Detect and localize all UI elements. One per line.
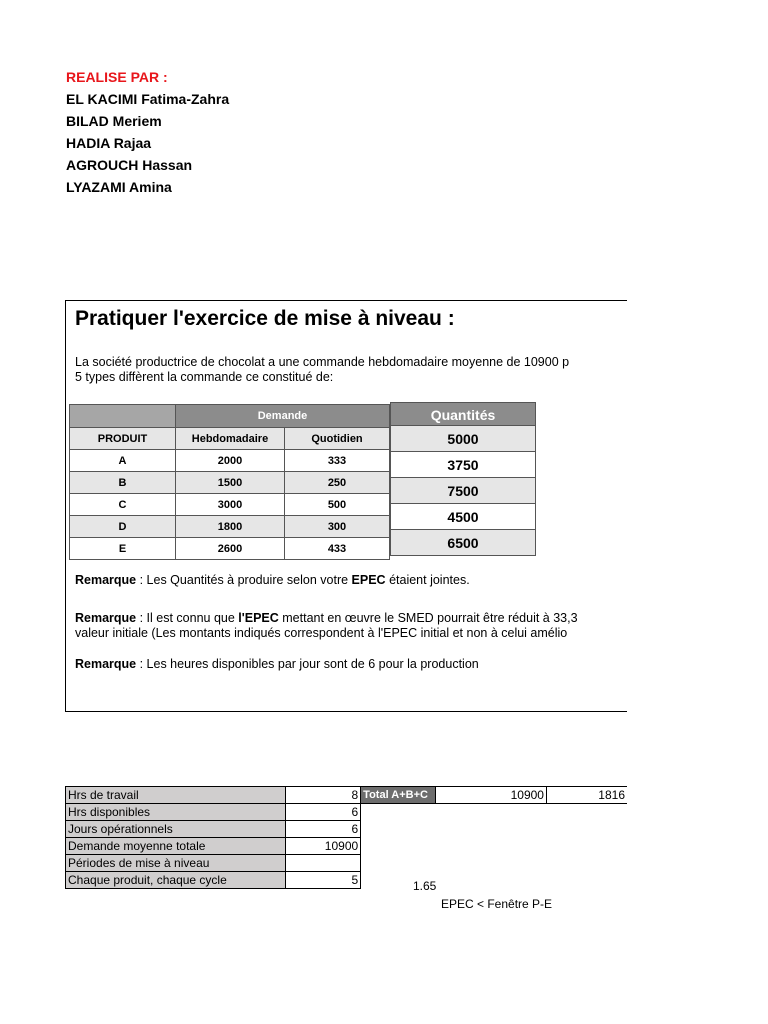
cell-produit: D [70, 516, 176, 538]
col-header-hebdomadaire: Hebdomadaire [176, 428, 285, 450]
col-header-produit: PRODUIT [70, 428, 176, 450]
author-name: HADIA Rajaa [66, 135, 152, 151]
cell-produit: E [70, 538, 176, 560]
calc-table [65, 786, 627, 889]
epec-note: EPEC < Fenêtre P-E [441, 897, 553, 911]
exercise-title: Pratiquer l'exercice de mise à niveau : [75, 307, 455, 330]
cell-quot: 300 [285, 516, 390, 538]
remark-text: : Les Quantités à produire selon votre [136, 573, 352, 587]
intro-line: 5 types diffèrent la commande ce constitué de: [75, 370, 334, 384]
total-value: 10900 [435, 787, 546, 804]
cell-quot: 433 [285, 538, 390, 560]
cell-hebdo: 1500 [176, 472, 285, 494]
cell-quot: 500 [285, 494, 390, 516]
remark-text: valeur initiale (Les montants indiqués correspondent à l'EPEC initial et non à celui amélio [75, 626, 568, 640]
cell-produit: A [70, 450, 176, 472]
table-row [66, 821, 628, 838]
authors-heading: REALISE PAR : [66, 69, 168, 85]
table-row [66, 872, 628, 889]
calc-value: 5 [285, 872, 360, 889]
remark-text: : Il est connu que [136, 611, 239, 625]
total-value-2: 1816 [546, 787, 627, 804]
calc-label: Jours opérationnels [66, 821, 286, 838]
intro-line: La société productrice de chocolat a une commande hebdomadaire moyenne de 10900 p [75, 355, 570, 369]
calc-label: Périodes de mise à niveau [66, 855, 286, 872]
remark-label: Remarque [75, 611, 137, 625]
remark-text: mettant en œuvre le SMED pourrait être réduit à 33,3 [278, 611, 578, 625]
demand-group-header: Demande [176, 405, 390, 428]
cell-quot: 250 [285, 472, 390, 494]
quantity-cell: 4500 [390, 504, 536, 530]
quantity-cell: 6500 [390, 530, 536, 556]
quantities-header: Quantités [390, 402, 536, 426]
remark-label: Remarque [75, 573, 137, 587]
quantity-cell: 5000 [390, 426, 536, 452]
cell-hebdo: 2600 [176, 538, 285, 560]
cell-produit: B [70, 472, 176, 494]
remark-emphasis: EPEC [351, 573, 386, 587]
calc-value: 10900 [285, 838, 360, 855]
calc-value: 6 [285, 821, 360, 838]
calc-value: 8 [285, 787, 360, 804]
calc-value [285, 855, 360, 872]
cell-quot: 333 [285, 450, 390, 472]
quantity-cell: 7500 [390, 478, 536, 504]
table-row [66, 838, 628, 855]
cell-produit: C [70, 494, 176, 516]
remark-text: étaient jointes. [385, 573, 470, 587]
total-label: Total A+B+C [361, 787, 436, 804]
remark-emphasis: l'EPEC [238, 611, 279, 625]
author-name: BILAD Meriem [66, 113, 162, 129]
table-row [66, 804, 628, 821]
loose-value: 1.65 [413, 879, 437, 893]
author-name: EL KACIMI Fatima-Zahra [66, 91, 230, 107]
cell-hebdo: 1800 [176, 516, 285, 538]
author-name: AGROUCH Hassan [66, 157, 193, 173]
quantity-cell: 3750 [390, 452, 536, 478]
cell-hebdo: 2000 [176, 450, 285, 472]
calc-label: Hrs de travail [66, 787, 286, 804]
author-name: LYAZAMI Amina [66, 179, 172, 195]
cell-hebdo: 3000 [176, 494, 285, 516]
table-row [66, 855, 628, 872]
table-row [66, 787, 628, 804]
calc-label: Demande moyenne totale [66, 838, 286, 855]
col-header-quotidien: Quotidien [285, 428, 390, 450]
remark-text: : Les heures disponibles par jour sont de 6 pour la production [136, 657, 479, 671]
calc-label: Chaque produit, chaque cycle [66, 872, 286, 889]
calc-value: 6 [285, 804, 360, 821]
calc-label: Hrs disponibles [66, 804, 286, 821]
remark-label: Remarque [75, 657, 137, 671]
